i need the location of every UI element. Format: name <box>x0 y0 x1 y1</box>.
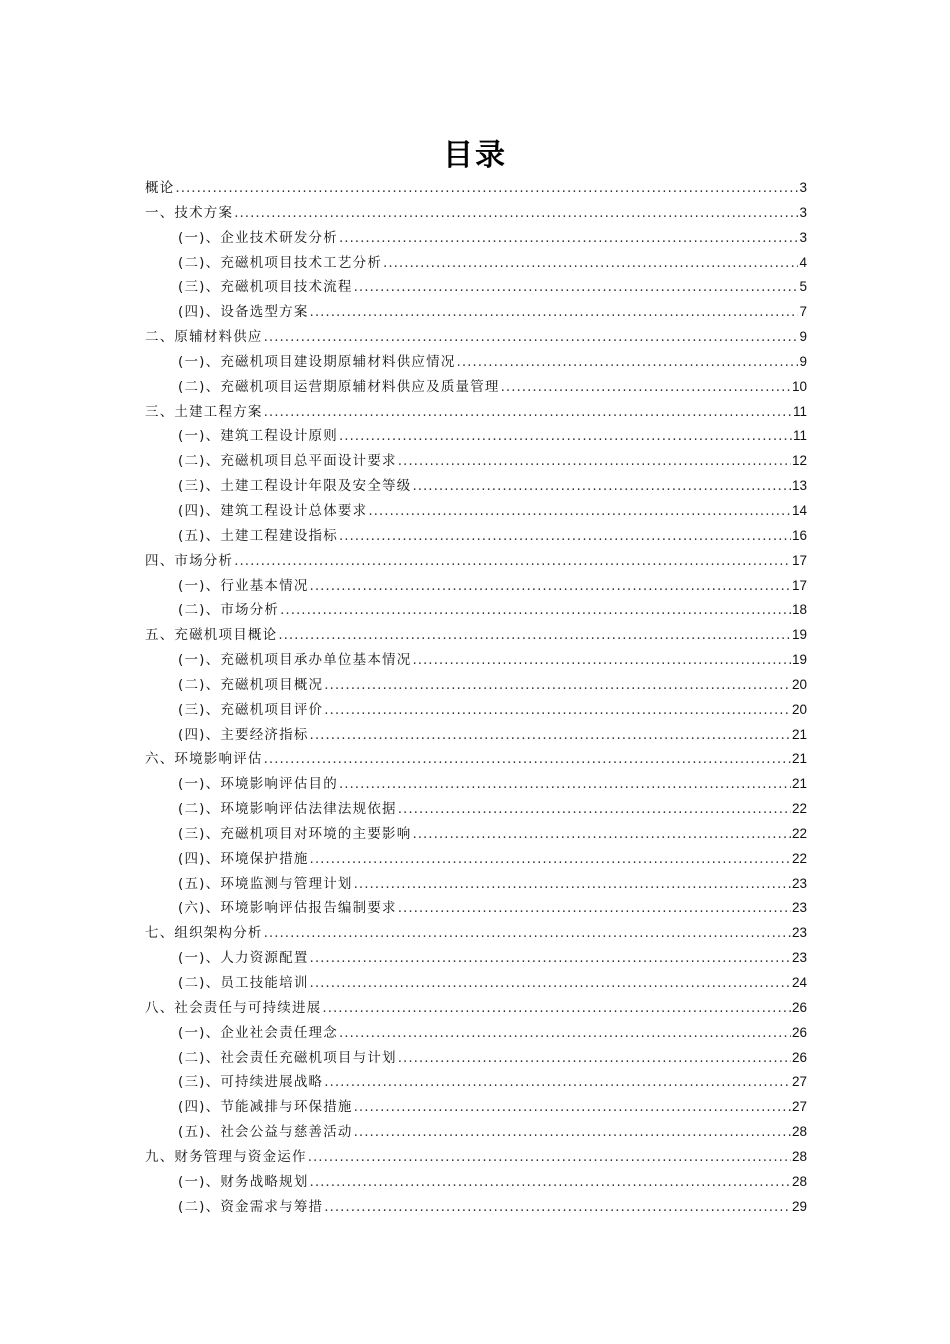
dot-leader <box>324 1070 791 1095</box>
dot-leader <box>310 723 791 748</box>
toc-entry-label: (四)、节能减排与环保措施 <box>178 1099 353 1116</box>
toc-subentry[interactable] <box>145 698 807 723</box>
toc-page-number: 23 <box>791 875 807 891</box>
toc-page-number: 5 <box>799 279 807 295</box>
dot-leader <box>308 1145 791 1170</box>
toc-entry-label: (一)、企业技术研发分析 <box>178 229 338 246</box>
toc-subentry[interactable] <box>145 375 807 400</box>
toc-page-number: 23 <box>791 925 807 941</box>
toc-entry-label: (一)、充磁机项目建设期原辅材料供应情况 <box>178 353 456 370</box>
toc-page-number: 23 <box>791 950 807 966</box>
toc-entry-label: (一)、行业基本情况 <box>178 577 309 594</box>
toc-page-number: 17 <box>791 577 807 593</box>
toc-entry-label: (三)、充磁机项目技术流程 <box>178 279 353 296</box>
toc-entry-label: (一)、企业社会责任理念 <box>178 1024 338 1041</box>
dot-leader <box>310 847 791 872</box>
toc-page-number: 20 <box>791 701 807 717</box>
toc-subentry[interactable] <box>145 424 807 449</box>
toc-entry-label: (一)、人力资源配置 <box>178 950 309 967</box>
dot-leader <box>310 300 799 325</box>
toc-page-number: 28 <box>791 1148 807 1164</box>
toc-page-number: 22 <box>791 850 807 866</box>
toc-subentry[interactable] <box>145 251 807 276</box>
toc-page-number: 3 <box>799 229 807 245</box>
toc-page-number: 23 <box>791 900 807 916</box>
dot-leader <box>398 896 791 921</box>
dot-leader <box>339 524 791 549</box>
toc-entry-label: 概论 <box>145 180 175 196</box>
toc-subentry[interactable] <box>145 946 807 971</box>
toc-page-number: 16 <box>791 527 807 543</box>
toc-page-number: 10 <box>791 378 807 394</box>
toc-subentry[interactable] <box>145 1046 807 1071</box>
toc-page-number: 27 <box>791 1099 807 1115</box>
toc-page-number: 14 <box>791 502 807 518</box>
toc-entry-label: 七、组织架构分析 <box>145 925 263 942</box>
dot-leader <box>339 772 791 797</box>
dot-leader <box>412 474 791 499</box>
table-of-contents <box>145 176 807 1219</box>
dot-leader <box>322 996 791 1021</box>
dot-leader <box>278 623 791 648</box>
toc-entry[interactable] <box>145 176 807 201</box>
toc-entry[interactable] <box>145 996 807 1021</box>
toc-subentry[interactable] <box>145 1095 807 1120</box>
dot-leader <box>339 424 792 449</box>
dot-leader <box>398 797 791 822</box>
dot-leader <box>398 449 791 474</box>
toc-subentry[interactable] <box>145 723 807 748</box>
toc-page-number: 27 <box>791 1074 807 1090</box>
toc-subentry[interactable] <box>145 648 807 673</box>
toc-page-number: 29 <box>791 1198 807 1214</box>
dot-leader <box>354 275 799 300</box>
toc-subentry[interactable] <box>145 449 807 474</box>
toc-page-number: 22 <box>791 825 807 841</box>
toc-subentry[interactable] <box>145 499 807 524</box>
toc-subentry[interactable] <box>145 1021 807 1046</box>
toc-page-number: 26 <box>791 1049 807 1065</box>
dot-leader <box>354 1095 791 1120</box>
toc-subentry[interactable] <box>145 275 807 300</box>
dot-leader <box>412 648 791 673</box>
toc-entry-label: (二)、环境影响评估法律法规依据 <box>178 801 397 818</box>
toc-page-number: 12 <box>791 453 807 469</box>
toc-page-number: 28 <box>791 1173 807 1189</box>
toc-subentry[interactable] <box>145 847 807 872</box>
toc-entry[interactable] <box>145 747 807 772</box>
toc-page-number: 3 <box>799 180 807 195</box>
dot-leader <box>280 598 791 623</box>
toc-page-number: 9 <box>799 353 807 369</box>
dot-leader <box>310 946 791 971</box>
toc-subentry[interactable] <box>145 300 807 325</box>
toc-subentry[interactable] <box>145 971 807 996</box>
toc-page-number: 19 <box>791 652 807 668</box>
toc-entry[interactable] <box>145 325 807 350</box>
toc-entry[interactable] <box>145 921 807 946</box>
toc-page-number: 21 <box>791 726 807 742</box>
dot-leader <box>310 971 791 996</box>
toc-subentry[interactable] <box>145 350 807 375</box>
dot-leader <box>234 201 798 226</box>
toc-page-number: 21 <box>791 776 807 792</box>
toc-page-number: 17 <box>791 552 807 568</box>
toc-subentry[interactable] <box>145 1170 807 1195</box>
toc-subentry[interactable] <box>145 673 807 698</box>
toc-entry[interactable] <box>145 1145 807 1170</box>
toc-page-number: 28 <box>791 1124 807 1140</box>
toc-subentry[interactable] <box>145 772 807 797</box>
dot-leader <box>310 574 791 599</box>
toc-page-number: 3 <box>799 204 807 220</box>
toc-page-number: 21 <box>791 751 807 767</box>
toc-subentry[interactable] <box>145 872 807 897</box>
toc-entry-label: (一)、建筑工程设计原则 <box>178 428 338 445</box>
toc-subentry[interactable] <box>145 1120 807 1145</box>
toc-subentry[interactable] <box>145 598 807 623</box>
dot-leader <box>264 325 799 350</box>
toc-entry-label: (二)、资金需求与筹措 <box>178 1198 324 1215</box>
toc-entry-label: (二)、充磁机项目运营期原辅材料供应及质量管理 <box>178 378 500 395</box>
toc-page-number: 13 <box>791 478 807 494</box>
toc-page-number: 4 <box>799 254 807 270</box>
toc-entry-label: 二、原辅材料供应 <box>145 329 263 346</box>
dot-leader <box>383 251 798 276</box>
toc-entry-label: (五)、环境监测与管理计划 <box>178 875 353 892</box>
dot-leader <box>398 1046 791 1071</box>
dot-leader <box>354 1120 791 1145</box>
toc-page-number: 26 <box>791 999 807 1015</box>
toc-entry-label: 四、市场分析 <box>145 552 234 569</box>
toc-subentry[interactable] <box>145 226 807 251</box>
toc-entry-label: (三)、充磁机项目对环境的主要影响 <box>178 825 412 842</box>
toc-entry-label: (一)、环境影响评估目的 <box>178 776 338 793</box>
dot-leader <box>264 400 792 425</box>
toc-entry-label: (五)、土建工程建设指标 <box>178 527 338 544</box>
toc-subentry[interactable] <box>145 896 807 921</box>
toc-subentry[interactable] <box>145 1195 807 1220</box>
toc-entry-label: (二)、充磁机项目总平面设计要求 <box>178 453 397 470</box>
toc-entry-label: (二)、市场分析 <box>178 602 280 619</box>
toc-entry-label: (一)、充磁机项目承办单位基本情况 <box>178 652 412 669</box>
dot-leader <box>354 872 791 897</box>
toc-page-number: 11 <box>792 403 807 419</box>
dot-leader <box>324 673 791 698</box>
toc-entry[interactable] <box>145 549 807 574</box>
toc-entry-label: (五)、社会公益与慈善活动 <box>178 1124 353 1141</box>
toc-entry-label: (二)、员工技能培训 <box>178 975 309 991</box>
dot-leader <box>175 176 798 201</box>
toc-entry-label: (四)、主要经济指标 <box>178 726 309 743</box>
toc-entry[interactable] <box>145 400 807 425</box>
dot-leader <box>310 1170 791 1195</box>
toc-entry-label: (四)、设备选型方案 <box>178 304 309 321</box>
toc-page-number: 19 <box>791 627 807 643</box>
dot-leader <box>368 499 791 524</box>
toc-page-number: 18 <box>791 602 807 618</box>
toc-subentry[interactable] <box>145 524 807 549</box>
toc-entry-label: (三)、充磁机项目评价 <box>178 701 324 718</box>
toc-entry-label: (一)、财务战略规划 <box>178 1173 309 1190</box>
toc-entry-label: (六)、环境影响评估报告编制要求 <box>178 900 397 917</box>
dot-leader <box>264 921 791 946</box>
toc-page-number: 22 <box>791 801 807 817</box>
dot-leader <box>412 822 791 847</box>
toc-entry-label: (三)、土建工程设计年限及安全等级 <box>178 478 412 495</box>
toc-page-number: 26 <box>791 1024 807 1040</box>
toc-subentry[interactable] <box>145 1070 807 1095</box>
toc-entry-label: 八、社会责任与可持续进展 <box>145 999 322 1016</box>
toc-entry-label: (三)、可持续进展战略 <box>178 1074 324 1091</box>
toc-entry-label: (四)、建筑工程设计总体要求 <box>178 502 368 519</box>
toc-entry-label: 九、财务管理与资金运作 <box>145 1148 307 1165</box>
toc-entry-label: 一、技术方案 <box>145 204 234 221</box>
dot-leader <box>324 1195 791 1220</box>
toc-entry-label: (四)、环境保护措施 <box>178 850 309 867</box>
dot-leader <box>234 549 791 574</box>
toc-entry[interactable] <box>145 201 807 226</box>
toc-page-number: 9 <box>799 329 807 345</box>
toc-entry-label: 五、充磁机项目概论 <box>145 627 278 644</box>
dot-leader <box>324 698 791 723</box>
toc-page-number: 24 <box>791 975 807 990</box>
toc-entry-label: (二)、充磁机项目技术工艺分析 <box>178 254 383 271</box>
toc-page-number: 11 <box>792 428 807 444</box>
toc-page-number: 7 <box>799 304 807 320</box>
toc-entry-label: 六、环境影响评估 <box>145 751 263 768</box>
dot-leader <box>457 350 799 375</box>
dot-leader <box>264 747 791 772</box>
dot-leader <box>339 226 799 251</box>
toc-subentry[interactable] <box>145 474 807 499</box>
toc-subentry[interactable] <box>145 822 807 847</box>
toc-subentry[interactable] <box>145 574 807 599</box>
dot-leader <box>501 375 791 400</box>
toc-entry-label: 三、土建工程方案 <box>145 403 263 420</box>
toc-subentry[interactable] <box>145 797 807 822</box>
toc-entry[interactable] <box>145 623 807 648</box>
toc-page-number: 20 <box>791 676 807 692</box>
dot-leader <box>339 1021 791 1046</box>
toc-entry-label: (二)、充磁机项目概况 <box>178 676 324 693</box>
toc-entry-label: (二)、社会责任充磁机项目与计划 <box>178 1049 397 1066</box>
page-title: 目录 <box>443 138 507 173</box>
